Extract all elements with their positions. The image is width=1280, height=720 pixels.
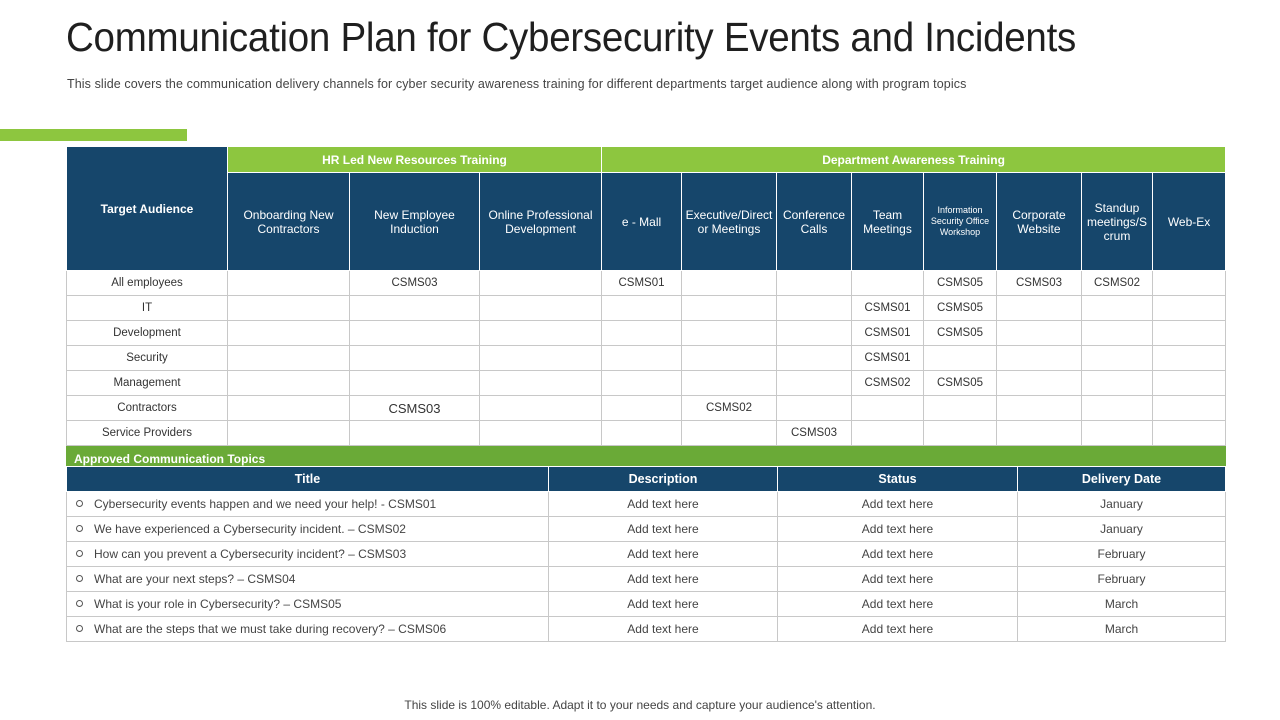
table-row <box>67 371 1226 396</box>
channel-cell <box>1153 346 1226 371</box>
channel-cell <box>602 396 682 421</box>
bullet-circle-icon <box>76 575 83 582</box>
approved-topics-band: Approved Communication Topics <box>67 446 1226 472</box>
channel-cell <box>777 396 852 421</box>
bullet-circle-icon <box>76 600 83 607</box>
channel-cell <box>1082 371 1153 396</box>
topics-header-description: Description <box>549 467 778 492</box>
topic-status-cell: Add text here <box>778 542 1018 567</box>
topics-table-body <box>67 492 1226 642</box>
table-row <box>67 492 1226 517</box>
column-header: Web-Ex <box>1153 173 1226 271</box>
topic-title-cell <box>67 542 549 567</box>
column-header: Team Meetings <box>852 173 924 271</box>
audience-cell: Service Providers <box>67 421 228 446</box>
audience-cell: Management <box>67 371 228 396</box>
channel-cell <box>480 421 602 446</box>
channel-cell: CSMS05 <box>924 296 997 321</box>
channel-cell <box>1153 396 1226 421</box>
topic-title-cell <box>67 492 549 517</box>
bullet-circle-icon <box>76 525 83 532</box>
topic-status-cell: Add text here <box>778 517 1018 542</box>
channel-cell <box>1153 371 1226 396</box>
channel-cell <box>924 421 997 446</box>
footer-note: This slide is 100% editable. Adapt it to your needs and capture your audience's attention. <box>404 698 876 712</box>
channel-cell <box>682 371 777 396</box>
channel-cell <box>228 421 350 446</box>
topic-title-text: Cybersecurity events happen and we need your help! - CSMS01 <box>94 497 437 511</box>
audience-cell: Development <box>67 321 228 346</box>
bullet-circle-icon <box>76 550 83 557</box>
channel-cell <box>924 346 997 371</box>
channel-cell <box>1082 396 1153 421</box>
column-header: Executive/Direct or Meetings <box>682 173 777 271</box>
table-row <box>67 542 1226 567</box>
table-row <box>67 421 1226 446</box>
slide-title: Communication Plan for Cybersecurity Events and Incidents <box>66 14 1077 60</box>
topic-title-text: What are the steps that we must take during recovery? – CSMS06 <box>94 622 447 636</box>
channel-cell <box>924 396 997 421</box>
topic-title-text: How can you prevent a Cybersecurity incident? – CSMS03 <box>94 547 407 561</box>
channel-cell <box>777 321 852 346</box>
topic-description-cell: Add text here <box>549 517 778 542</box>
channel-cell: CSMS03 <box>997 271 1082 296</box>
topic-description-cell: Add text here <box>549 617 778 642</box>
channel-cell <box>1082 296 1153 321</box>
audience-cell: Contractors <box>67 396 228 421</box>
topic-title-text: What are your next steps? – CSMS04 <box>94 572 296 586</box>
column-header: New Employee Induction <box>350 173 480 271</box>
channel-cell <box>852 396 924 421</box>
channel-cell <box>997 321 1082 346</box>
channel-cell <box>682 346 777 371</box>
column-header: Online Professional Development <box>480 173 602 271</box>
topic-delivery-date-cell: February <box>1018 567 1226 592</box>
channel-cell <box>1082 321 1153 346</box>
communication-plan-table <box>66 146 1226 472</box>
target-audience-header: Target Audience <box>67 147 228 271</box>
table-row <box>67 346 1226 371</box>
topic-status-cell: Add text here <box>778 567 1018 592</box>
audience-cell: All employees <box>67 271 228 296</box>
column-header: Conference Calls <box>777 173 852 271</box>
accent-bar <box>0 129 187 141</box>
column-header: Corporate Website <box>997 173 1082 271</box>
channel-cell: CSMS01 <box>602 271 682 296</box>
channel-cell: CSMS05 <box>924 371 997 396</box>
channel-cell <box>682 296 777 321</box>
channel-cell <box>682 421 777 446</box>
channel-cell <box>480 396 602 421</box>
channel-cell <box>1153 296 1226 321</box>
channel-cell <box>1153 271 1226 296</box>
channel-cell: CSMS02 <box>852 371 924 396</box>
topic-description-cell: Add text here <box>549 492 778 517</box>
topic-title-text: What is your role in Cybersecurity? – CSMS05 <box>94 597 342 611</box>
channel-cell <box>997 396 1082 421</box>
channel-cell <box>228 396 350 421</box>
bullet-circle-icon <box>76 625 83 632</box>
channel-cell <box>682 271 777 296</box>
topic-title-text: We have experienced a Cybersecurity incident. – CSMS02 <box>94 522 406 536</box>
channel-cell <box>480 321 602 346</box>
channel-cell: CSMS01 <box>852 346 924 371</box>
table-row <box>67 617 1226 642</box>
column-header: Onboarding New Contractors <box>228 173 350 271</box>
topic-delivery-date-cell: January <box>1018 517 1226 542</box>
channel-cell <box>852 271 924 296</box>
channel-cell <box>480 371 602 396</box>
channel-cell <box>1153 321 1226 346</box>
topics-header-status: Status <box>778 467 1018 492</box>
channel-cell <box>350 346 480 371</box>
column-header: e - Mall <box>602 173 682 271</box>
topic-description-cell: Add text here <box>549 567 778 592</box>
topic-title-cell <box>67 592 549 617</box>
channel-cell: CSMS02 <box>1082 271 1153 296</box>
channel-cell <box>480 296 602 321</box>
channel-cell: CSMS03 <box>350 271 480 296</box>
channel-cell <box>997 296 1082 321</box>
channel-cell <box>777 346 852 371</box>
bullet-circle-icon <box>76 500 83 507</box>
channel-cell <box>228 371 350 396</box>
channel-cell <box>480 346 602 371</box>
plan-table-body <box>67 271 1226 446</box>
table-row <box>67 567 1226 592</box>
topic-title-cell <box>67 567 549 592</box>
channel-cell <box>682 321 777 346</box>
topics-table <box>66 466 1226 642</box>
topic-delivery-date-cell: February <box>1018 542 1226 567</box>
hr-training-group-header: HR Led New Resources Training <box>228 147 602 173</box>
topic-status-cell: Add text here <box>778 592 1018 617</box>
channel-cell <box>602 421 682 446</box>
channel-cell <box>997 421 1082 446</box>
topic-title-cell <box>67 617 549 642</box>
topic-delivery-date-cell: March <box>1018 592 1226 617</box>
channel-cell <box>777 296 852 321</box>
channel-cell <box>1153 421 1226 446</box>
channel-cell <box>997 371 1082 396</box>
topic-status-cell: Add text here <box>778 617 1018 642</box>
topic-description-cell: Add text here <box>549 592 778 617</box>
channel-cell <box>350 371 480 396</box>
channel-cell <box>777 271 852 296</box>
channel-cell <box>1082 421 1153 446</box>
topics-header-delivery-date: Delivery Date <box>1018 467 1226 492</box>
channel-cell <box>228 296 350 321</box>
channel-cell <box>602 371 682 396</box>
topic-delivery-date-cell: March <box>1018 617 1226 642</box>
channel-cell <box>602 296 682 321</box>
channel-cell <box>852 421 924 446</box>
channel-cell: CSMS01 <box>852 296 924 321</box>
channel-cell <box>1082 346 1153 371</box>
channel-cell <box>480 271 602 296</box>
channel-cell: CSMS05 <box>924 321 997 346</box>
channel-cell <box>228 321 350 346</box>
topic-title-cell <box>67 517 549 542</box>
channel-cell <box>228 346 350 371</box>
channel-cell <box>777 371 852 396</box>
topic-status-cell: Add text here <box>778 492 1018 517</box>
topic-delivery-date-cell: January <box>1018 492 1226 517</box>
channel-cell <box>228 271 350 296</box>
channel-cell <box>997 346 1082 371</box>
table-row <box>67 321 1226 346</box>
channel-cell <box>350 421 480 446</box>
audience-cell: Security <box>67 346 228 371</box>
channel-cell <box>350 296 480 321</box>
column-header: Information Security Office Workshop <box>924 173 997 271</box>
column-header: Standup meetings/S crum <box>1082 173 1153 271</box>
channel-cell: CSMS03 <box>777 421 852 446</box>
table-row <box>67 271 1226 296</box>
table-row <box>67 296 1226 321</box>
topics-header-title: Title <box>67 467 549 492</box>
channel-cell <box>350 321 480 346</box>
table-row <box>67 396 1226 421</box>
channel-cell: CSMS05 <box>924 271 997 296</box>
topic-description-cell: Add text here <box>549 542 778 567</box>
channel-cell <box>602 321 682 346</box>
audience-cell: IT <box>67 296 228 321</box>
channel-cell: CSMS01 <box>852 321 924 346</box>
table-row <box>67 517 1226 542</box>
slide-subtitle: This slide covers the communication delivery channels for cyber security awareness training for different departments target audience along with program topics <box>67 77 967 91</box>
department-training-group-header: Department Awareness Training <box>602 147 1226 173</box>
channel-cell <box>602 346 682 371</box>
channel-cell: CSMS03 <box>350 396 480 421</box>
channel-cell: CSMS02 <box>682 396 777 421</box>
table-row <box>67 592 1226 617</box>
